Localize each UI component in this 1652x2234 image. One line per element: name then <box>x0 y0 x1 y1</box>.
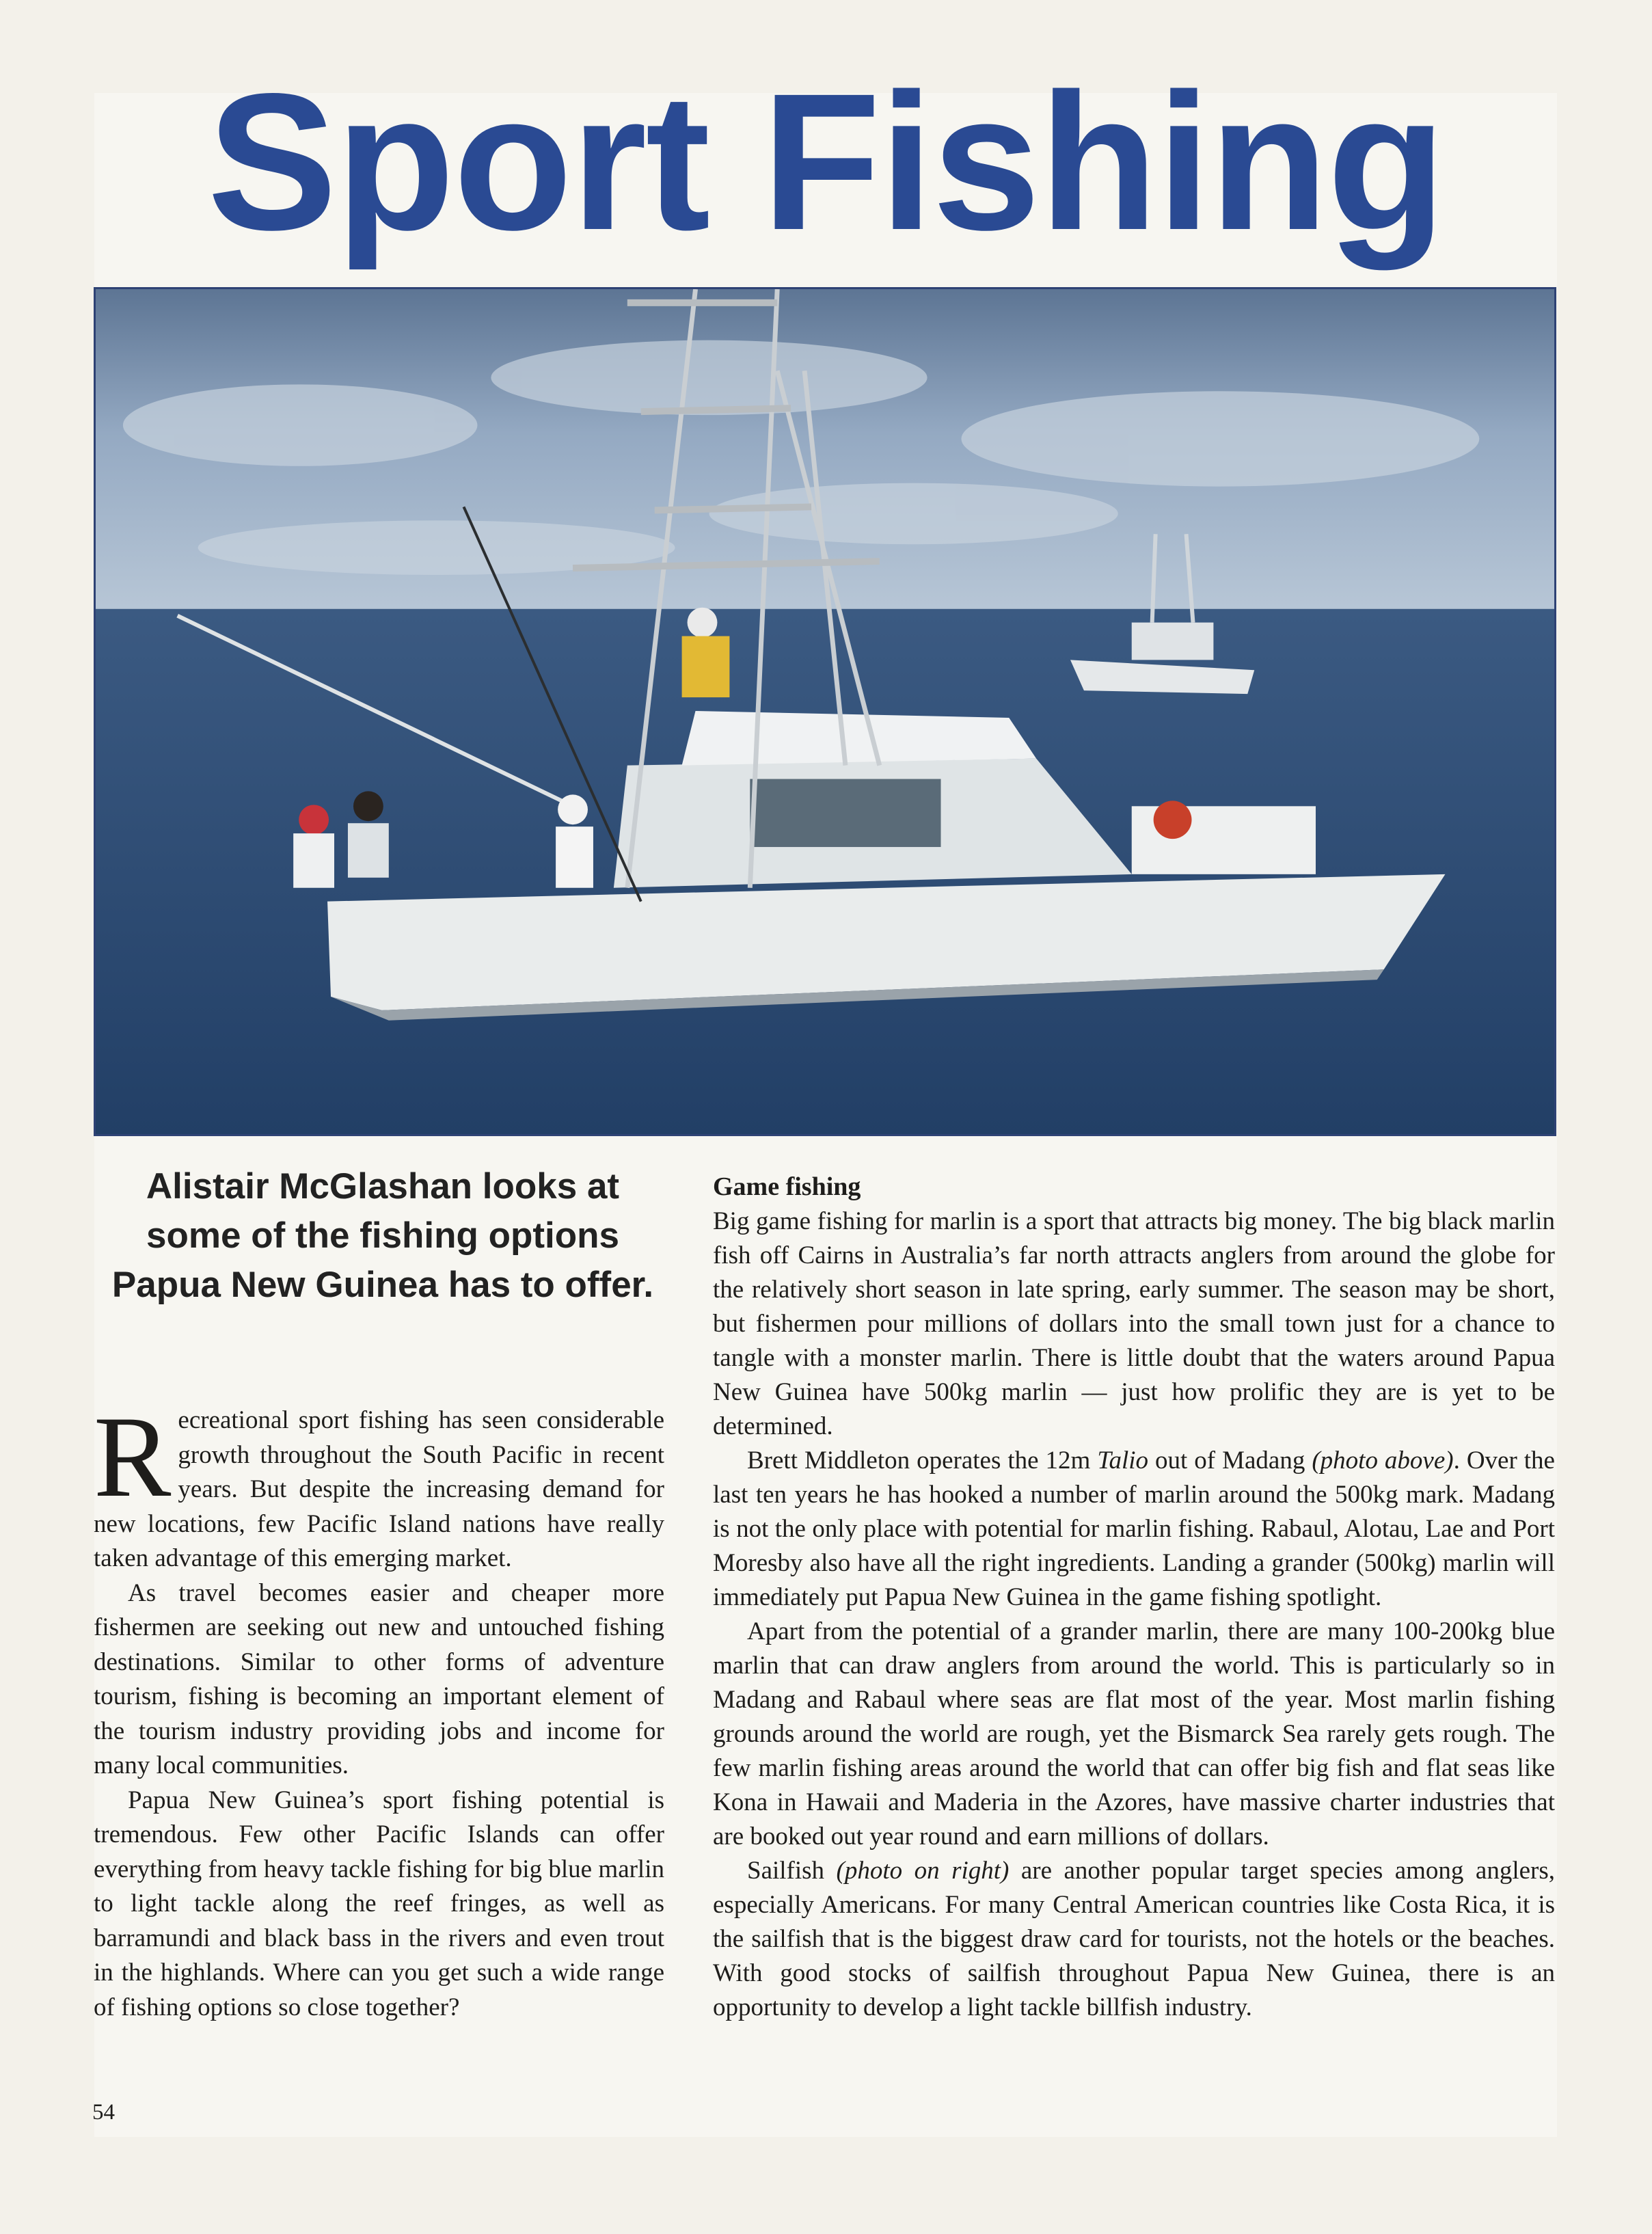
right-paragraph-3: Apart from the potential of a grander marlin, there are many 100-200kg blue marlin that can draw anglers from around the world. This is particularly so in Madang and Rabaul where seas are flat most of the year. Most marlin fishing grounds around the world are rough, yet the Bismarck Sea rarely gets rough. The few marlin fishing areas around the world that can offer big fish and flat seas like Kona in Hawaii and Maderia in the Azores, have massive charter industries that are booked out year round and earn millions of dollars. <box>713 1617 1555 1851</box>
article-title: Sport Fishing <box>207 53 1445 271</box>
intro-paragraph <box>94 1392 664 1576</box>
right-paragraph-1: Big game fishing for marlin is a sport that attracts big money. The big black marlin fish off Cairns in Australia’s far north attracts anglers from around the globe for the relatively short season in late spring, early summer. The season may be short, but fishermen pour millions of dollars into the small town just for a chance to tangle with a monster marlin. There is little doubt that the waters around Papua New Guinea have 500kg marlin — just how prolific they are is yet to be determined. <box>713 1207 1555 1440</box>
right-paragraph-4 <box>713 1854 1555 2025</box>
p2-text-a: Brett Middleton operates the 12m <box>747 1446 1098 1475</box>
page-number: 54 <box>92 2100 115 2125</box>
p4-text-a: Sailfish <box>747 1857 837 1885</box>
photo-ref-right: (photo on right) <box>836 1857 1010 1885</box>
red-buoy <box>1154 800 1192 839</box>
intro-text: ecreational sport fishing has seen considerable growth throughout the South Pacific in recent years. But despite the increasing demand for new locations, few Pacific Island nations have really taken advantage of this emerging market. <box>94 1406 664 1572</box>
drop-cap: R <box>94 1392 172 1521</box>
right-column <box>713 1169 1555 2025</box>
boat-photo-illustration <box>96 289 1554 1134</box>
left-paragraph-2: As travel becomes easier and cheaper more fishermen are seeking out new and untouched fishing destinations. Similar to other forms of adventure tourism, fishing is becoming an important element of the tourism industry providing jobs and income for many local communities. <box>94 1578 664 1779</box>
boat-name: Talio <box>1097 1446 1149 1475</box>
p4-text-b: are another popular target species among anglers, especially Americans. For many Central American countries like Costa Rica, it is the sailfish that is the biggest draw card for tourists, not the hotels or the beaches. With good stocks of sailfish throughout Papua New Guinea, there is an opportunity to develop a light tackle billfish industry. <box>713 1857 1555 2021</box>
article-subhead: Alistair McGlashan looks at some of the fishing options Papua New Guinea has to offer. <box>111 1166 654 1305</box>
left-column <box>94 1392 664 2025</box>
right-paragraph-2 <box>713 1444 1555 1615</box>
p2-text-b: out of Madang <box>1148 1446 1312 1475</box>
left-paragraph-3: Papua New Guinea’s sport fishing potential is tremendous. Few other Pacific Islands can offer everything from heavy tackle fishing for big blue marlin to light tackle along the reef fringes, as well as barramundi and black bass in the rivers and even trout in the highlands. Where can you get such a wide range of fishing options so close together? <box>94 1786 664 2021</box>
photo-ref-above: (photo above) <box>1312 1446 1454 1475</box>
charter-boat-photo <box>94 287 1556 1136</box>
section-heading-game-fishing: Game fishing <box>713 1172 861 1201</box>
p2-text-c: . Over the last ten years he has hooked a number of marlin around the 500kg mark. Madang is not the only place with potential for marlin fishing. Rabaul, Alotau, Lae and Port Moresby also have all the right ingredients. Landing a grander (500kg) marlin will immediately put Papua New Guinea in the game fishing spotlight. <box>713 1446 1555 1611</box>
